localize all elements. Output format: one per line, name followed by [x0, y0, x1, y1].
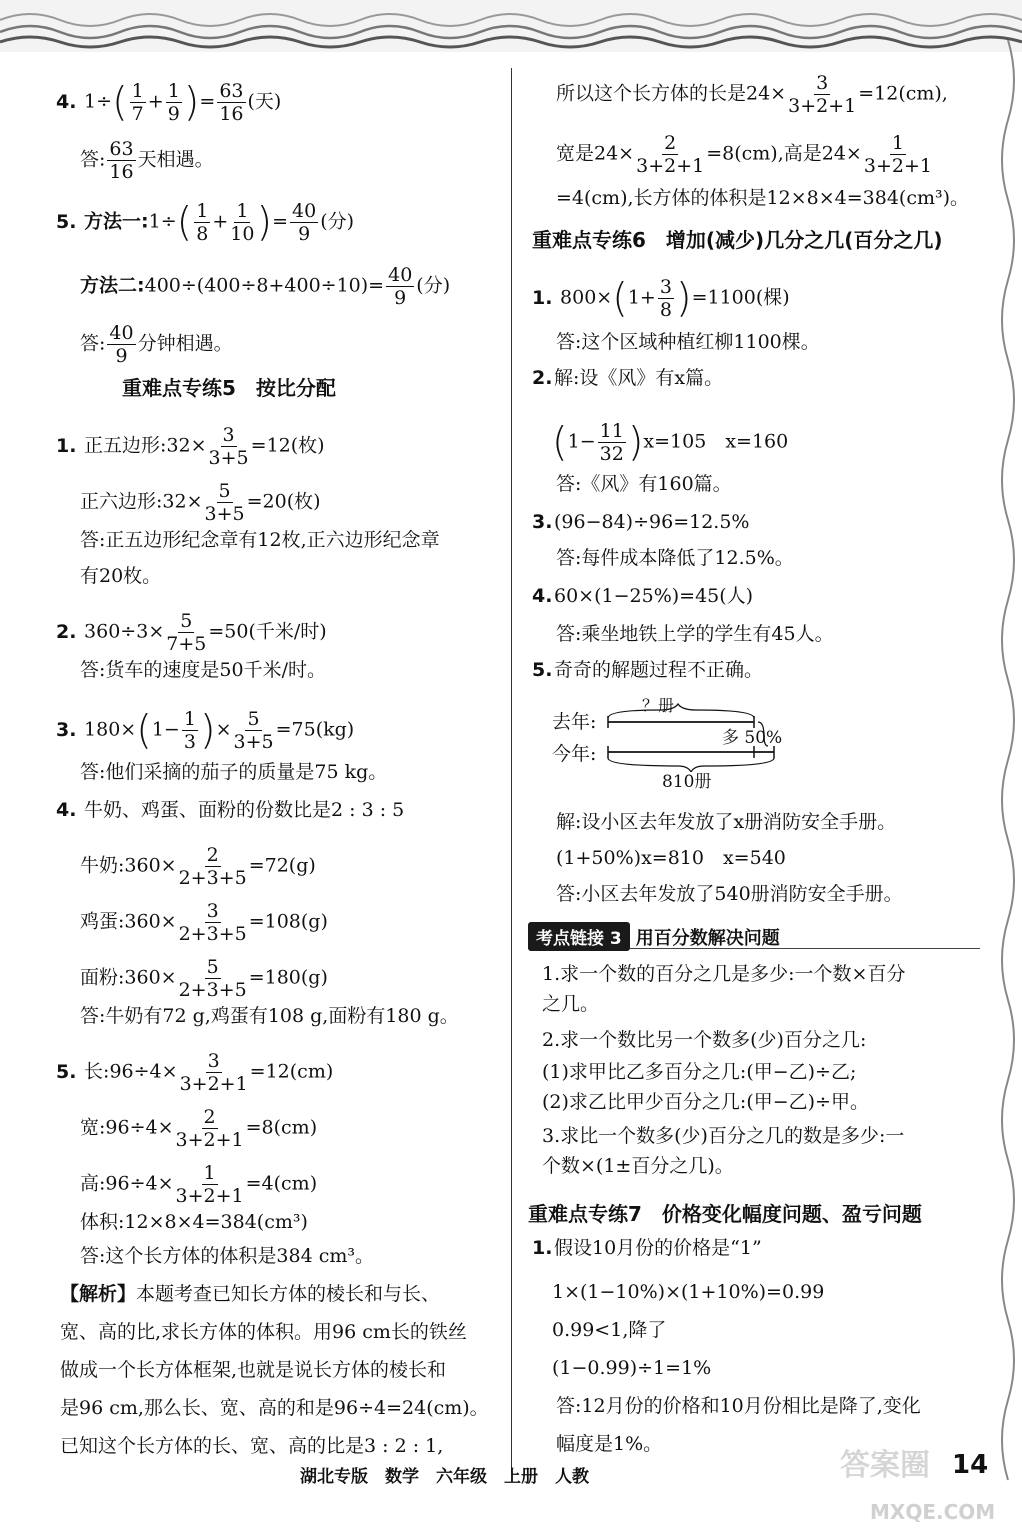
item-number: 5.	[56, 1060, 77, 1083]
numerator: 40	[388, 264, 413, 286]
numerator: 1	[196, 200, 209, 222]
label-more: 多 50%	[722, 728, 783, 748]
q6-item-2-equation	[552, 420, 788, 465]
item-5-method2	[80, 264, 450, 309]
fraction	[166, 610, 206, 655]
label-last-year: 去年:	[552, 711, 597, 733]
p5-item-4-milk	[80, 844, 316, 889]
answer-prefix: 答:	[80, 332, 106, 355]
decorative-top-band	[0, 0, 1022, 52]
knowledge-2: 2.求一个数比另一个数多(少)百分之几:	[542, 1029, 867, 1051]
fraction	[290, 200, 318, 245]
item-5-answer	[80, 322, 233, 367]
q7-answer-line2: 幅度是1%。	[556, 1433, 663, 1455]
p5-item-4-flour	[80, 956, 328, 1001]
expr: 180×	[84, 718, 137, 741]
statement: 假设10月份的价格是“1”	[554, 1237, 762, 1259]
result: =12(cm),	[858, 82, 948, 105]
p5-item-4-egg	[80, 900, 328, 945]
section-title-7: 重难点专练7 价格变化幅度问题、盈亏问题	[528, 1202, 922, 1226]
op: +	[147, 90, 164, 113]
statement: 牛奶、鸡蛋、面粉的份数比是2 : 3 : 5	[84, 799, 405, 821]
label-total: 810册	[662, 772, 712, 792]
denominator: 2+3+5	[178, 979, 247, 1001]
denominator: 7+5	[166, 633, 207, 655]
numerator: 2	[203, 1106, 216, 1128]
analysis-line-5: 已知这个长方体的长、宽、高的比是3 : 2 : 1,	[60, 1435, 444, 1457]
q6-item-2-answer: 答:《风》有160篇。	[556, 473, 732, 495]
q6-item-2	[532, 366, 723, 390]
fraction	[180, 1050, 248, 1095]
denominator: 3+2+1	[175, 1129, 244, 1151]
result: x=105 x=160	[643, 430, 789, 453]
q6-item-5-solution: 解:设小区去年发放了x册消防安全手册。	[556, 811, 897, 833]
p5-item-1b	[80, 480, 321, 525]
numerator: 63	[109, 138, 134, 160]
item-number: 4.	[56, 799, 77, 821]
numerator: 40	[109, 322, 134, 344]
q7-step-2: 0.99<1,降了	[552, 1319, 667, 1341]
p5-item-3	[56, 708, 354, 753]
denominator: 3+5	[208, 447, 249, 469]
numerator: 1	[203, 1162, 216, 1184]
statement: (96−84)÷96=12.5%	[554, 511, 750, 533]
label-unknown: ？册	[642, 696, 675, 715]
numerator: 1	[183, 708, 196, 730]
item-number: 2.	[56, 620, 77, 643]
analysis-line-4: 是96 cm,那么长、宽、高的和是96÷4=24(cm)。	[60, 1397, 489, 1419]
fraction	[864, 132, 932, 177]
denominator: 3+2+1	[788, 95, 857, 117]
denominator: 2+3+5	[178, 867, 247, 889]
section-title-6: 重难点专练6 增加(减少)几分之几(百分之几)	[532, 228, 943, 252]
paren-left: (	[612, 275, 628, 322]
fraction	[176, 1106, 244, 1151]
q6-item-5-answer: 答:小区去年发放了540册消防安全手册。	[556, 883, 903, 905]
fraction	[107, 322, 135, 367]
numerator: 40	[292, 200, 317, 222]
watermark-url: MXQE.COM	[870, 1500, 996, 1524]
numerator: 2	[664, 132, 677, 154]
answer-text: 天相遇。	[137, 148, 214, 171]
item-number: 1.	[532, 286, 553, 309]
analysis-line-2: 宽、高的比,求长方体的体积。用96 cm长的铁丝	[60, 1321, 467, 1343]
item-5-method1	[56, 200, 354, 245]
cont-length	[556, 72, 948, 117]
answer-prefix: 答:	[80, 148, 106, 171]
q7-step-1: 1×(1−10%)×(1+10%)=0.99	[552, 1281, 825, 1303]
item-number: 2.	[532, 367, 553, 389]
expr: 面粉:360×	[80, 966, 177, 989]
paren-right: )	[627, 419, 644, 466]
numerator: 3	[659, 276, 672, 298]
numerator: 3	[816, 72, 829, 94]
p5-item-4-answer: 答:牛奶有72 g,鸡蛋有108 g,面粉有180 g。	[80, 1005, 459, 1027]
expr: =8(cm),高是24×	[706, 142, 862, 165]
numerator: 1	[236, 200, 249, 222]
knowledge-link-title: 用百分数解决问题	[635, 928, 780, 949]
expr: 800×	[560, 286, 613, 309]
knowledge-1a: 1.求一个数的百分之几是多少:一个数×百分	[542, 963, 906, 985]
p5-item-5-length	[56, 1050, 333, 1095]
numerator: 5	[180, 610, 193, 632]
answer-text: 分钟相遇。	[137, 332, 233, 355]
cont-volume: =4(cm),长方体的体积是12×8×4=384(cm³)。	[556, 187, 970, 209]
column-divider	[511, 68, 512, 1473]
statement: 60×(1−25%)=45(人)	[554, 585, 754, 607]
knowledge-link-badge: 考点链接 3	[528, 922, 630, 951]
fraction	[179, 900, 247, 945]
denominator: 8	[659, 299, 672, 321]
analysis-text: 本题考查已知长方体的棱长和与长、	[136, 1283, 441, 1305]
expr: 1−	[151, 718, 180, 741]
denominator: 3+2+1	[179, 1073, 248, 1095]
cont-width-height	[556, 132, 934, 177]
knowledge-2b: (2)求乙比甲少百分之几:(甲−乙)÷甲。	[542, 1091, 869, 1113]
op: ×	[215, 718, 232, 741]
fraction	[658, 276, 674, 321]
result: =12(cm)	[249, 1060, 334, 1083]
paren-right: )	[183, 79, 200, 126]
method-label: 方法二:	[80, 274, 145, 297]
knowledge-3a: 3.求比一个数多(少)百分之几的数是多少:一	[542, 1125, 905, 1147]
q7-answer-line1: 答:12月份的价格和10月份相比是降了,变化	[556, 1395, 921, 1417]
denominator: 3+2+1	[636, 155, 705, 177]
expr: 所以这个长方体的长是24×	[556, 82, 787, 105]
expr: 1−	[567, 430, 596, 453]
p5-item-2-answer: 答:货车的速度是50千米/时。	[80, 659, 326, 681]
result: =50(千米/时)	[208, 620, 327, 643]
op: =	[199, 90, 216, 113]
expr: 360÷3×	[84, 620, 165, 643]
item-number: 1.	[56, 434, 77, 457]
p5-item-1a	[56, 424, 325, 469]
p5-item-1-answer-line2: 有20枚。	[80, 565, 162, 587]
fraction	[179, 956, 247, 1001]
p5-item-3-answer: 答:他们采摘的茄子的质量是75 kg。	[80, 761, 388, 783]
fraction	[788, 72, 856, 117]
item-number: 1.	[532, 1237, 553, 1259]
p5-item-5-height	[80, 1162, 317, 1207]
item-4-answer	[80, 138, 214, 183]
item-number: 4.	[56, 90, 77, 113]
fraction	[598, 420, 626, 465]
q6-item-4-answer: 答:乘坐地铁上学的学生有45人。	[556, 623, 834, 645]
denominator: 3+2+1	[175, 1185, 244, 1207]
expr: 400÷(400÷8+400÷10)=	[144, 274, 385, 297]
q7-item-1	[532, 1236, 762, 1260]
paren-left: (	[136, 707, 152, 754]
expr: 正六边形:32×	[80, 490, 203, 513]
expr: 1+	[627, 286, 656, 309]
q6-item-1	[532, 276, 790, 321]
p5-item-5-width	[80, 1106, 317, 1151]
watermark: 答案圈	[840, 1448, 930, 1483]
fraction	[107, 138, 135, 183]
paren-right: )	[256, 199, 273, 246]
knowledge-2a: (1)求甲比乙多百分之几:(甲−乙)÷乙;	[542, 1061, 857, 1083]
numerator: 11	[599, 420, 624, 442]
item-number: 5.	[532, 659, 553, 681]
denominator: 9	[167, 103, 180, 125]
result: =8(cm)	[245, 1116, 318, 1139]
expr: 宽是24×	[556, 142, 635, 165]
fraction	[176, 1162, 244, 1207]
fraction	[166, 80, 182, 125]
denominator: 3+5	[204, 503, 245, 525]
numerator: 1	[891, 132, 904, 154]
item-number: 4.	[532, 585, 553, 607]
expr: 1÷	[84, 90, 113, 113]
denominator: 2+3+5	[178, 923, 247, 945]
numerator: 1	[131, 80, 144, 102]
result: =72(g)	[248, 854, 316, 877]
numerator: 5	[247, 708, 260, 730]
result: =108(g)	[248, 910, 328, 933]
denominator: 16	[109, 161, 134, 183]
item-number: 5.	[56, 210, 77, 233]
fraction	[130, 80, 146, 125]
fraction	[182, 708, 198, 753]
fraction	[217, 80, 245, 125]
q6-item-1-answer: 答:这个区域种植红柳1100棵。	[556, 331, 820, 353]
result: =4(cm)	[245, 1172, 318, 1195]
decorative-right-edge	[998, 40, 1022, 1500]
expr: 1÷	[148, 210, 177, 233]
item-4	[56, 80, 281, 125]
p5-item-2	[56, 610, 327, 655]
expr: 鸡蛋:360×	[80, 910, 177, 933]
numerator: 1	[167, 80, 180, 102]
q6-item-3-answer: 答:每件成本降低了12.5%。	[556, 547, 794, 569]
denominator: 8	[196, 223, 209, 245]
fraction	[179, 844, 247, 889]
denominator: 9	[298, 223, 311, 245]
q6-item-3	[532, 510, 749, 534]
denominator: 16	[219, 103, 244, 125]
result: =180(g)	[248, 966, 328, 989]
label-this-year: 今年:	[552, 743, 597, 765]
segment-diagram	[552, 696, 972, 792]
expr: 牛奶:360×	[80, 854, 177, 877]
unit: (天)	[247, 90, 282, 113]
denominator: 32	[599, 443, 624, 465]
numerator: 3	[207, 1050, 220, 1072]
knowledge-link-header	[528, 922, 980, 949]
fraction	[194, 200, 210, 245]
denominator: 9	[394, 287, 407, 309]
p5-item-1-answer-line1: 答:正五边形纪念章有12枚,正六边形纪念章	[80, 529, 440, 551]
expr: 高:96÷4×	[80, 1172, 174, 1195]
numerator: 3	[206, 900, 219, 922]
op: +	[212, 210, 229, 233]
item-number: 3.	[532, 511, 553, 533]
paren-left: (	[176, 199, 193, 246]
numerator: 5	[206, 956, 219, 978]
statement: 解:设《风》有x篇。	[554, 367, 724, 389]
diagram-lines	[604, 696, 804, 772]
fraction	[205, 480, 245, 525]
q6-item-5	[532, 658, 763, 682]
result: =1100(棵)	[691, 286, 790, 309]
paren-right: )	[675, 275, 692, 322]
expr: 长:96÷4×	[84, 1060, 178, 1083]
denominator: 3+2+1	[863, 155, 932, 177]
q6-item-5-equation: (1+50%)x=810 x=540	[556, 847, 786, 869]
numerator: 5	[218, 480, 231, 502]
page-number: 14	[952, 1450, 989, 1480]
p5-item-5-volume: 体积:12×8×4=384(cm³)	[80, 1211, 308, 1233]
analysis-line-3: 做成一个长方体框架,也就是说长方体的棱长和	[60, 1359, 447, 1381]
method-label: 方法一:	[84, 210, 149, 233]
statement: 奇奇的解题过程不正确。	[554, 659, 764, 681]
numerator: 3	[222, 424, 235, 446]
knowledge-3b: 个数×(1±百分之几)。	[542, 1155, 734, 1177]
denominator: 9	[115, 345, 128, 367]
q6-item-4	[532, 584, 753, 608]
result: =12(枚)	[250, 434, 325, 457]
denominator: 3+5	[233, 731, 274, 753]
paren-left: (	[112, 79, 128, 126]
numerator: 63	[219, 80, 244, 102]
op: =	[272, 210, 289, 233]
page-footer: 湖北专版 数学 六年级 上册 人教	[300, 1467, 589, 1487]
p5-item-5-answer: 答:这个长方体的体积是384 cm³。	[80, 1245, 374, 1267]
p5-item-4	[56, 798, 404, 822]
denominator: 10	[230, 223, 255, 245]
denominator: 7	[131, 103, 144, 125]
expr: 宽:96÷4×	[80, 1116, 174, 1139]
q7-step-3: (1−0.99)÷1=1%	[552, 1357, 712, 1379]
denominator: 3	[183, 731, 196, 753]
fraction	[233, 708, 273, 753]
knowledge-1b: 之几。	[542, 993, 600, 1015]
fraction	[230, 200, 254, 245]
unit: (分)	[320, 210, 355, 233]
analysis-line-1	[60, 1282, 440, 1306]
item-number: 3.	[56, 718, 77, 741]
analysis-tag: 【解析】	[60, 1283, 137, 1305]
fraction	[636, 132, 704, 177]
paren-right: )	[199, 707, 216, 754]
section-title-5: 重难点专练5 按比分配	[122, 376, 336, 400]
numerator: 2	[206, 844, 219, 866]
fraction	[209, 424, 249, 469]
unit: (分)	[416, 274, 451, 297]
paren-left: (	[552, 419, 568, 466]
result: =75(kg)	[275, 718, 355, 741]
result: =20(枚)	[246, 490, 321, 513]
expr: 正五边形:32×	[84, 434, 207, 457]
fraction	[386, 264, 414, 309]
